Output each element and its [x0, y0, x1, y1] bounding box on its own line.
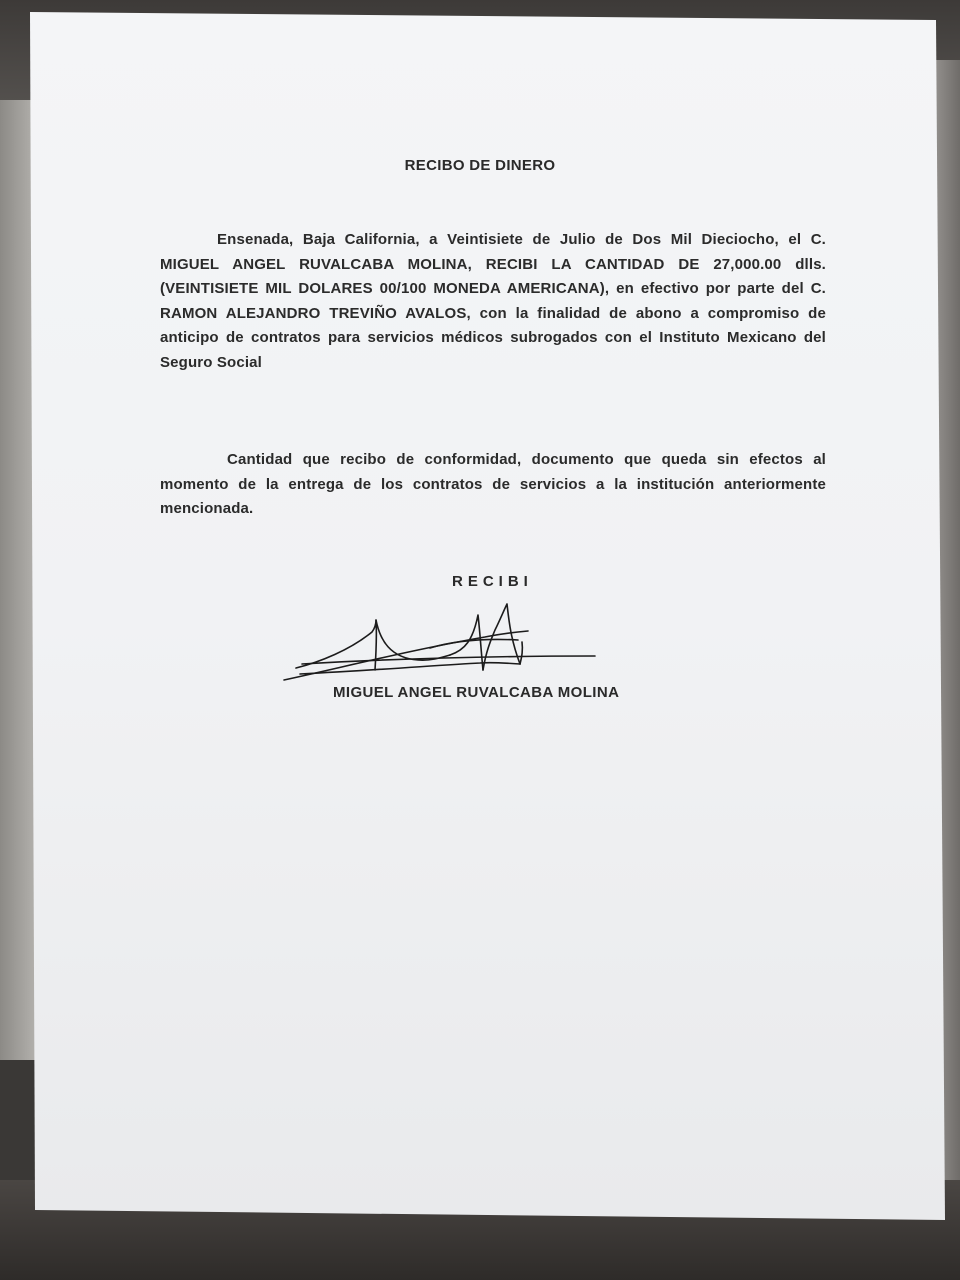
document-title-text: RECIBO DE DINERO	[404, 157, 556, 174]
signer-name: MIGUEL ANGEL RUVALCABA MOLINA	[333, 684, 620, 701]
handwritten-signature	[280, 570, 610, 690]
conformity-paragraph: Cantidad que recibo de conformidad, documento que queda sin efectos al momento de la entrega de los contratos de servicios a la institución anteriormente mencionada.	[160, 451, 826, 517]
receipt-paragraph: Ensenada, Baja California, a Veintisiete de Julio de Dos Mil Dieciocho, el C. MIGUEL ANGEL RUVALCABA MOLINA, RECIBI LA CANTIDAD DE 27,000.00 dlls. (VEINTISIETE MIL DOLARES 00/100 MONEDA AMERICANA), en efectivo por parte del C. RAMON ALEJANDRO TREVIÑO AVALOS, con la finalidad de abono a compromiso de anticipo de contratos para servicios médicos subrogados con el Instituto Mexicano del Seguro Social	[160, 231, 826, 371]
received-label: RECIBI	[452, 573, 533, 590]
document-title	[0, 157, 960, 174]
